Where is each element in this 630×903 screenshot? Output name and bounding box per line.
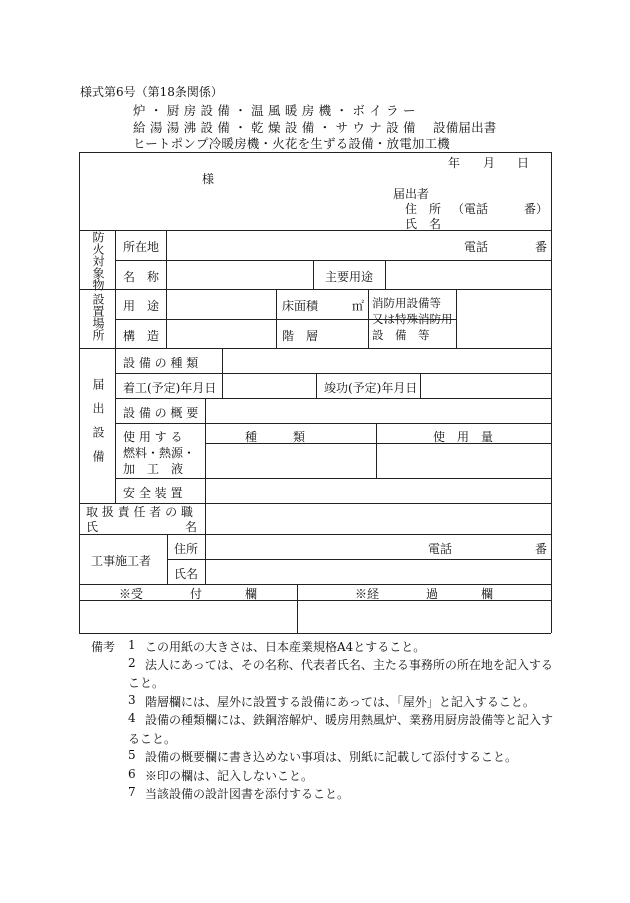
manager-label-line-1: 取 扱 責 任 者 の 職 [86, 505, 193, 519]
receipt-label-c: 欄 [245, 587, 258, 601]
fuel-amount-header: 使 用 量 [433, 430, 494, 444]
remark-text: ※印の欄は、記入しないこと。 [145, 769, 314, 783]
remark-number: 1 [128, 638, 136, 652]
addressee-sama: 様 [202, 172, 215, 186]
applicant-phone-open: （電話 [452, 202, 489, 216]
remark-number: 3 [128, 693, 136, 707]
title-line-2: 給 湯 湯 沸 設 備 ・ 乾 燥 設 備 ・ サ ウ ナ 設 備 [133, 120, 416, 135]
remark-number: 5 [128, 748, 136, 762]
main-use-label: 主要用途 [325, 270, 374, 284]
title-line-1: 炉 ・ 厨 房 設 備 ・ 温 風 暖 房 機 ・ ボ イ ラ ー [133, 103, 416, 118]
applicant-label: 届出者 [393, 187, 430, 201]
progress-label-c: 欄 [481, 587, 494, 601]
location-phone-ban: 番 [535, 240, 548, 254]
remark-text: 当該設備の設計図書を添付すること。 [145, 787, 350, 801]
remark-text-continued: こと。 [128, 676, 165, 690]
remarks-label: 備考 [91, 640, 116, 654]
remark-text: 階層欄には、屋外に設置する設備にあっては、「屋外」と記入すること。 [145, 695, 535, 709]
remark-number: 6 [128, 767, 136, 781]
contractor-phone-label: 電話 [428, 542, 453, 556]
applicant-name-label: 氏 名 [405, 217, 442, 231]
form-number: 様式第6号（第18条関係） [80, 85, 223, 99]
remark-text: 設備の概要欄に書き込めない事項は、別紙に記載して添付すること。 [145, 750, 518, 764]
receipt-label-b: 付 [190, 587, 203, 601]
remark-number: 2 [128, 656, 136, 670]
remark-number: 7 [128, 785, 136, 799]
floor-area-label: 床面積 [282, 299, 319, 313]
fuel-label-2: 燃料・熱源・ [123, 446, 196, 460]
install-place-label: 設置場所 [91, 293, 105, 341]
fire-target-label: 防火対象物 [91, 231, 105, 291]
remark-text: この用紙の大きさは、日本産業規格A4とすること。 [145, 640, 426, 654]
date-day: 日 [517, 156, 530, 170]
progress-label-b: 過 [426, 587, 439, 601]
equipment-kind-label: 設 備 の 種 類 [123, 356, 199, 370]
location-label: 所在地 [123, 240, 160, 254]
date-month: 月 [483, 156, 496, 170]
date-year: 年 [448, 156, 461, 170]
applicant-address-label: 住 所 [405, 202, 442, 216]
progress-label-a: ※経 [355, 587, 380, 601]
structure-label: 構 造 [123, 329, 160, 343]
manager-label-line-2b: 名 [185, 520, 198, 534]
remark-text: 法人にあっては、その名称、代表者氏名、主たる事務所の所在地を記入する [145, 658, 553, 672]
fire-equip-line-3: 設 備 等 [372, 328, 430, 342]
fuel-type-header: 種 類 [245, 430, 306, 444]
start-date-label: 着工(予定)年月日 [123, 381, 217, 395]
name-label: 名 称 [123, 270, 160, 284]
contractor-name-label: 氏名 [174, 567, 199, 581]
floor-label: 階 層 [282, 329, 319, 343]
equipment-label: 届出設備 [91, 378, 105, 474]
title-line-3: ヒートポンプ冷暖房機・火花を生ずる設備・放電加工機 [133, 136, 451, 151]
fire-equip-line-1: 消防用設備等 [372, 296, 441, 310]
remark-text: 設備の種類欄には、鉄鋼溶解炉、暖房用熱風炉、業務用厨房設備等と記入す [145, 713, 554, 727]
use-label: 用 途 [123, 299, 160, 313]
location-phone-label: 電話 [464, 240, 489, 254]
remark-text-continued: ること。 [128, 732, 177, 746]
receipt-label-a: ※受 [119, 587, 144, 601]
complete-date-label: 竣功(予定)年月日 [324, 381, 418, 395]
safety-device-label: 安 全 装 置 [123, 486, 183, 500]
fuel-label-3: 加 工 液 [123, 462, 184, 476]
contractor-address-label: 住所 [174, 542, 199, 556]
manager-label-line-2a: 氏 [86, 520, 99, 534]
contractor-phone-ban: 番 [535, 542, 548, 556]
applicant-phone-close: 番） [524, 202, 549, 216]
remark-number: 4 [128, 711, 136, 725]
equipment-summary-label: 設 備 の 概 要 [123, 406, 199, 420]
title-suffix: 設備届出書 [433, 120, 497, 135]
fire-equip-line-2: 又は特殊消防用 [372, 312, 453, 326]
fuel-label-1: 使 用 す る [123, 430, 183, 444]
contractor-label: 工事施工者 [91, 554, 152, 568]
floor-area-unit: ㎡ [352, 299, 365, 313]
